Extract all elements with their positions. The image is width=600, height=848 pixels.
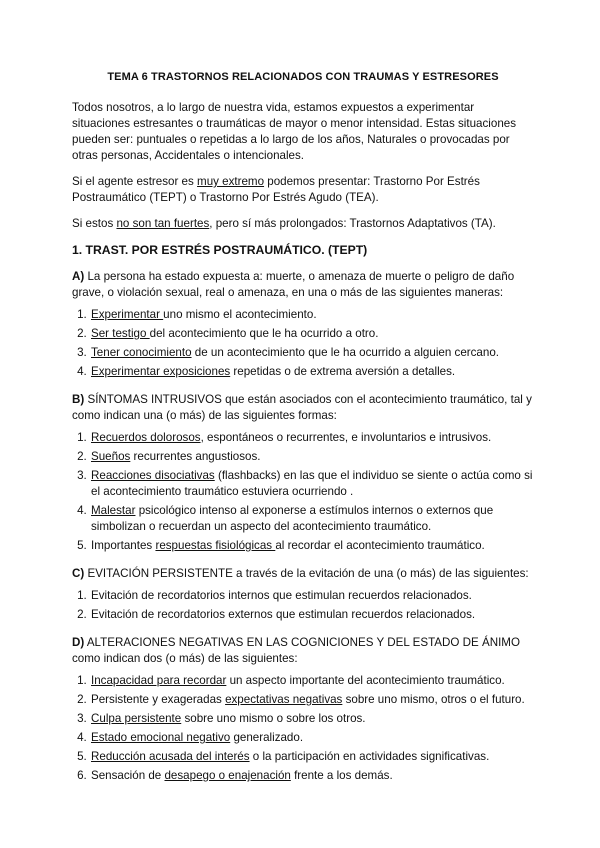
- section-b-intro: B) SÍNTOMAS INTRUSIVOS que están asociados con el acontecimiento traumático, tal y como indican una (o más) de las siguientes formas:: [72, 393, 532, 422]
- section-a-list: [72, 307, 534, 380]
- section-d-intro: D) ALTERACIONES NEGATIVAS EN LAS COGNICIONES Y DEL ESTADO DE ÁNIMO como indican dos (o más) de las siguientes:: [72, 636, 520, 665]
- section-c-list: [72, 588, 534, 623]
- list-item: 5. Reducción acusada del interés o la participación en actividades significativas.: [90, 749, 534, 765]
- section-label: A): [72, 270, 85, 283]
- section-label: B): [72, 393, 85, 406]
- document-title: TEMA 6 TRASTORNOS RELACIONADOS CON TRAUMAS Y ESTRESORES: [107, 71, 499, 83]
- list-item: 1. Recuerdos dolorosos, espontáneos o recurrentes, e involuntarios e intrusivos.: [90, 430, 534, 446]
- section-c-intro: C) EVITACIÓN PERSISTENTE a través de la evitación de una (o más) de las siguientes:: [72, 567, 529, 580]
- section-a-intro: A) La persona ha estado expuesta a: muerte, o amenaza de muerte o peligro de daño grave, o violación sexual, real o amenaza, en una o más de las siguientes maneras:: [72, 270, 515, 299]
- list-item: 2. Sueños recurrentes angustiosos.: [90, 449, 534, 465]
- section-b-list: [72, 430, 534, 554]
- stressor-mild-paragraph: Si estos no son tan fuertes, pero sí más prolongados: Trastornos Adaptativos (TA).: [72, 217, 496, 230]
- list-item: 1. Experimentar uno mismo el acontecimiento.: [90, 307, 534, 323]
- document-body: [72, 69, 534, 796]
- list-item: 1. Evitación de recordatorios internos que estimulan recuerdos relacionados.: [90, 588, 534, 604]
- section-label: C): [72, 567, 85, 580]
- underlined-text: no son tan fuertes: [116, 217, 210, 230]
- list-item: 2. Evitación de recordatorios externos que estimulan recuerdos relacionados.: [90, 607, 534, 623]
- list-item: 5. Importantes respuestas fisiológicas al recordar el acontecimiento traumático.: [90, 538, 534, 554]
- list-item: 4. Experimentar exposiciones repetidas o de extrema aversión a detalles.: [90, 364, 534, 380]
- list-item: 3. Tener conocimiento de un acontecimiento que le ha ocurrido a alguien cercano.: [90, 345, 534, 361]
- underlined-text: muy extremo: [197, 175, 265, 188]
- section-d-list: [72, 673, 534, 784]
- list-item: 4. Malestar psicológico intenso al exponerse a estímulos internos o externos que simbolizan o recuerdan un aspecto del acontecimiento traumático.: [90, 503, 534, 535]
- intro-paragraph: Todos nosotros, a lo largo de nuestra vida, estamos expuestos a experimentar situaciones estresantes o traumáticas de mayor o menor intensidad. Estas situaciones pueden ser: puntuales o repetidas a lo largo de los años, Naturales o provocadas por otras personas, Accidentales o intencionales.: [72, 101, 517, 162]
- stressor-extreme-paragraph: Si el agente estresor es muy extremo podemos presentar: Trastorno Por Estrés Postraumático (TEPT) o Trastorno Por Estrés Agudo (TEA).: [72, 175, 480, 204]
- list-item: 4. Estado emocional negativo generalizado.: [90, 730, 534, 746]
- list-item: 2. Persistente y exageradas expectativas negativas sobre uno mismo, otros o el futuro.: [90, 692, 534, 708]
- section-label: D): [72, 636, 85, 649]
- list-item: 2. Ser testigo del acontecimiento que le ha ocurrido a otro.: [90, 326, 534, 342]
- list-item: 3. Reacciones disociativas (flashbacks) en las que el individuo se siente o actúa como si el acontecimiento traumático estuviera ocurriendo .: [90, 468, 534, 500]
- section-heading: 1. TRAST. POR ESTRÉS POSTRAUMÁTICO. (TEPT): [72, 243, 368, 257]
- list-item: 6. Sensación de desapego o enajenación frente a los demás.: [90, 768, 534, 784]
- list-item: 3. Culpa persistente sobre uno mismo o sobre los otros.: [90, 711, 534, 727]
- list-item: 1. Incapacidad para recordar un aspecto importante del acontecimiento traumático.: [90, 673, 534, 689]
